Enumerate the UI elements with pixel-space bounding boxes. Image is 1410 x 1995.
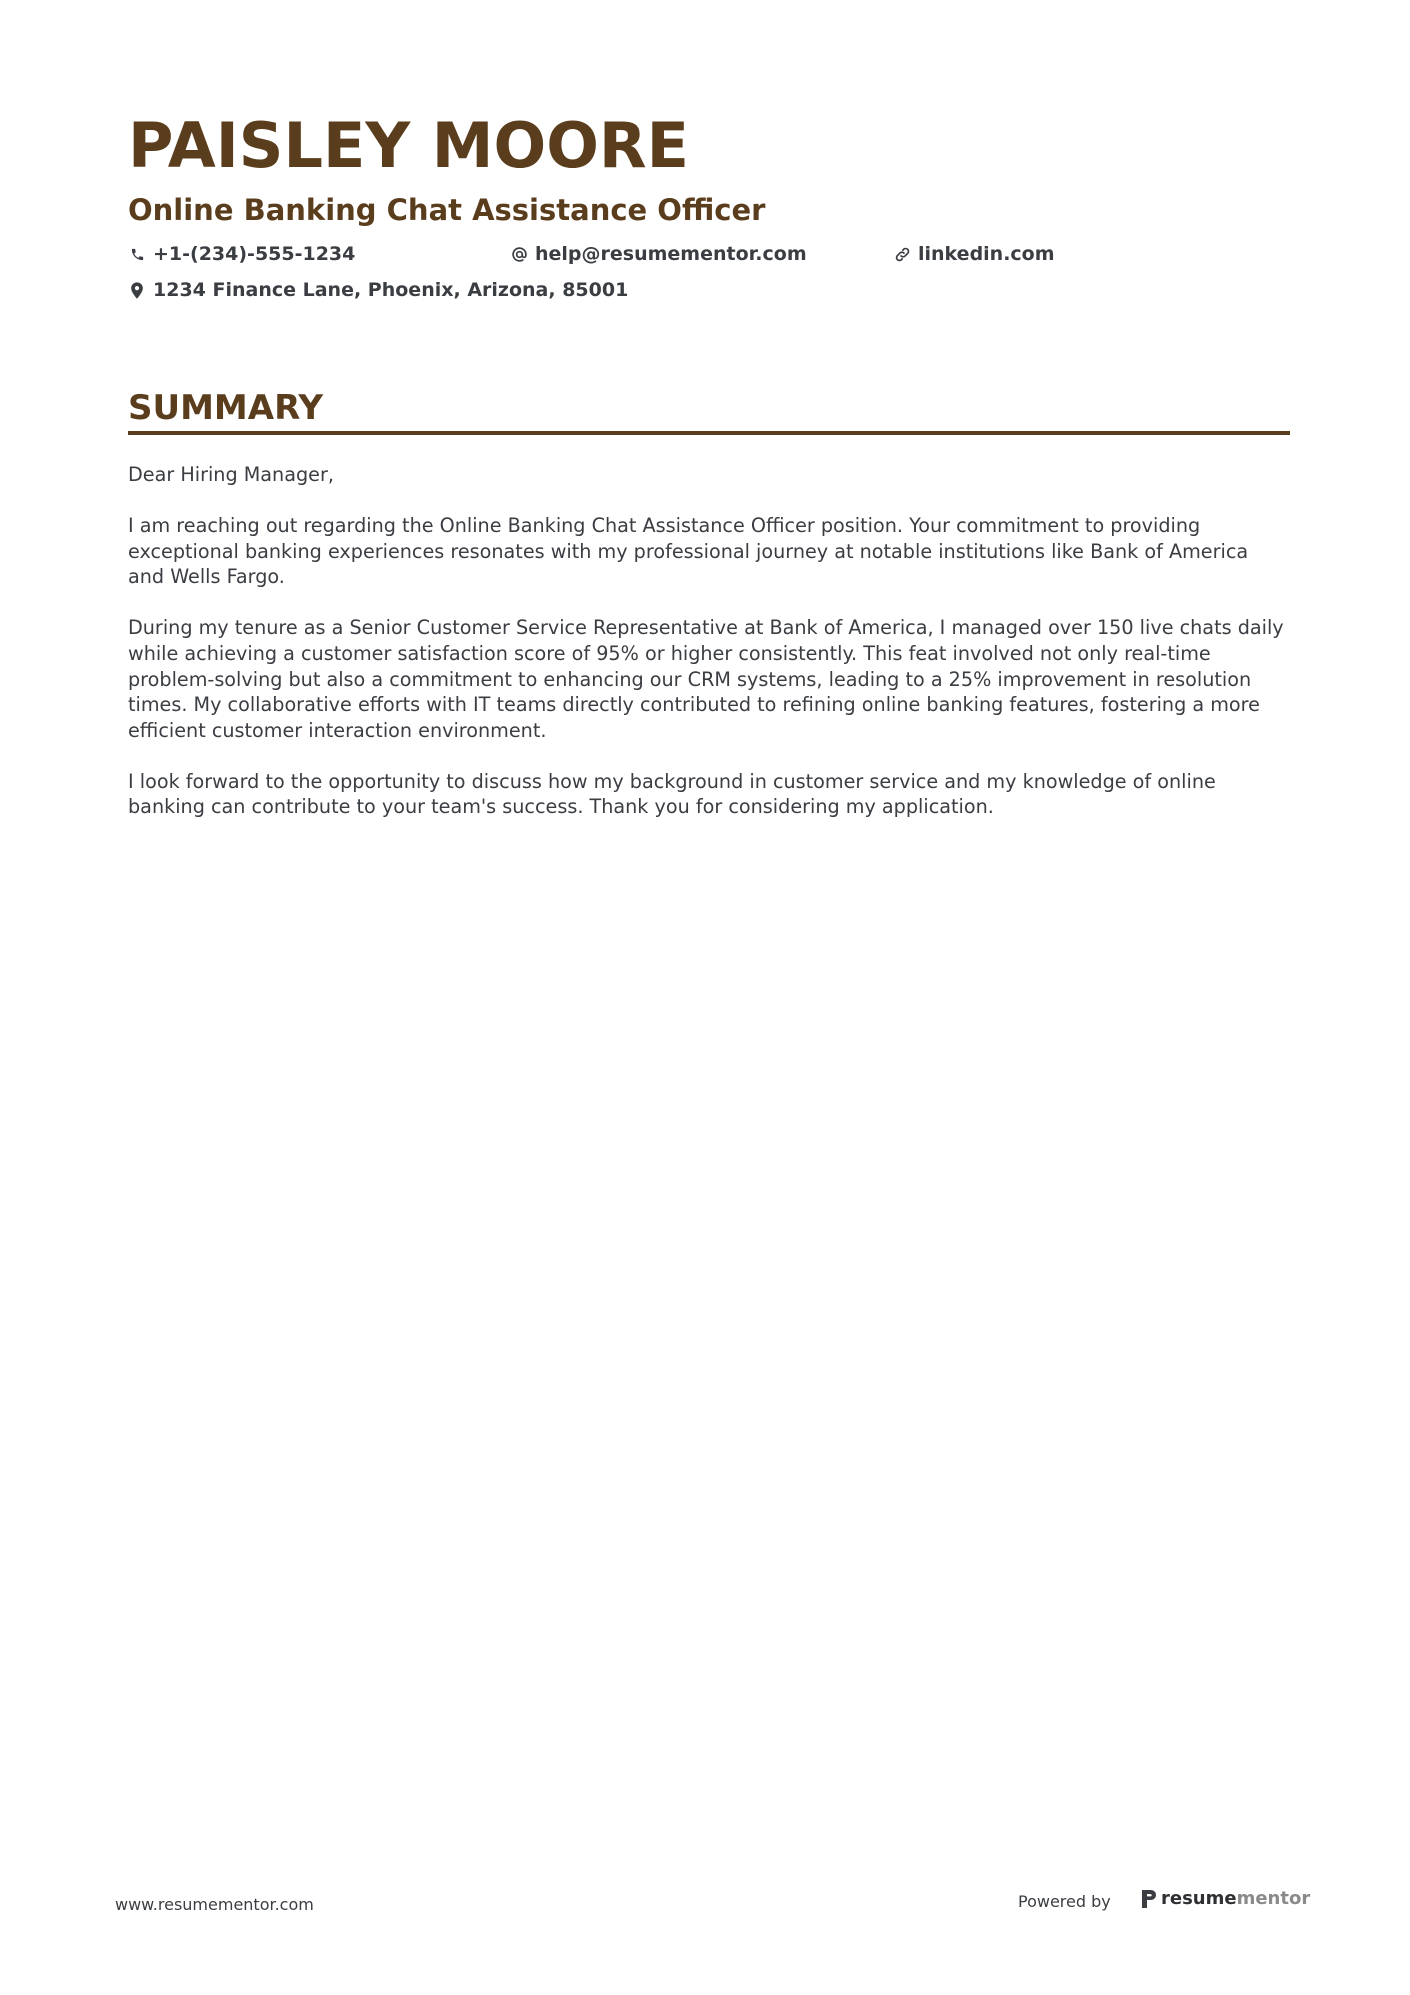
section-divider bbox=[128, 431, 1290, 435]
phone-text[interactable]: +1-(234)-555-1234 bbox=[153, 243, 356, 265]
candidate-name: PAISLEY MOORE bbox=[128, 109, 689, 182]
email-text[interactable]: help@resumementor.com bbox=[535, 243, 807, 265]
at-icon bbox=[510, 245, 528, 263]
letter-body bbox=[128, 462, 1290, 846]
letter-paragraph: During my tenure as a Senior Customer Service Representative at Bank of America, I managed over 150 live chats daily while achieving a customer satisfaction score of 95% or higher consistently. This feat involved not only real-time problem-solving but also a commitment to enhancing our CRM systems, leading to a 25% improvement in resolution times. My collaborative efforts with IT teams directly contributed to refining online banking features, fostering a more efficient customer interaction environment. bbox=[128, 616, 1284, 742]
location-pin-icon bbox=[128, 281, 146, 299]
contact-phone bbox=[128, 242, 355, 266]
contact-email bbox=[510, 242, 807, 266]
job-title: Online Banking Chat Assistance Officer bbox=[128, 193, 766, 227]
resumementor-logo-icon bbox=[1141, 1889, 1157, 1909]
powered-by-label: Powered by bbox=[1018, 1892, 1111, 1911]
link-icon bbox=[893, 245, 911, 263]
letter-paragraph: I am reaching out regarding the Online Banking Chat Assistance Officer position. Your commitment to providing exceptional banking experiences resonates with my professional journey at notable institutions like Bank of America and Wells Fargo. bbox=[128, 514, 1249, 589]
footer-website-link[interactable]: www.resumementor.com bbox=[115, 1895, 314, 1914]
summary-heading: SUMMARY bbox=[128, 388, 324, 428]
contact-linkedin bbox=[893, 242, 1055, 266]
phone-icon bbox=[128, 245, 146, 263]
brand-name-part1: resume bbox=[1161, 1888, 1237, 1909]
letter-paragraph: I look forward to the opportunity to discuss how my background in customer service and my knowledge of online banking can contribute to your team's success. Thank you for considering my application. bbox=[128, 769, 1216, 819]
linkedin-text[interactable]: linkedin.com bbox=[918, 243, 1055, 265]
contact-address bbox=[128, 278, 628, 302]
brand-logo[interactable] bbox=[1141, 1887, 1310, 1911]
brand-name-part2: mentor bbox=[1236, 1888, 1311, 1909]
salutation: Dear Hiring Manager, bbox=[128, 463, 334, 486]
address-text: 1234 Finance Lane, Phoenix, Arizona, 85001 bbox=[153, 279, 629, 301]
